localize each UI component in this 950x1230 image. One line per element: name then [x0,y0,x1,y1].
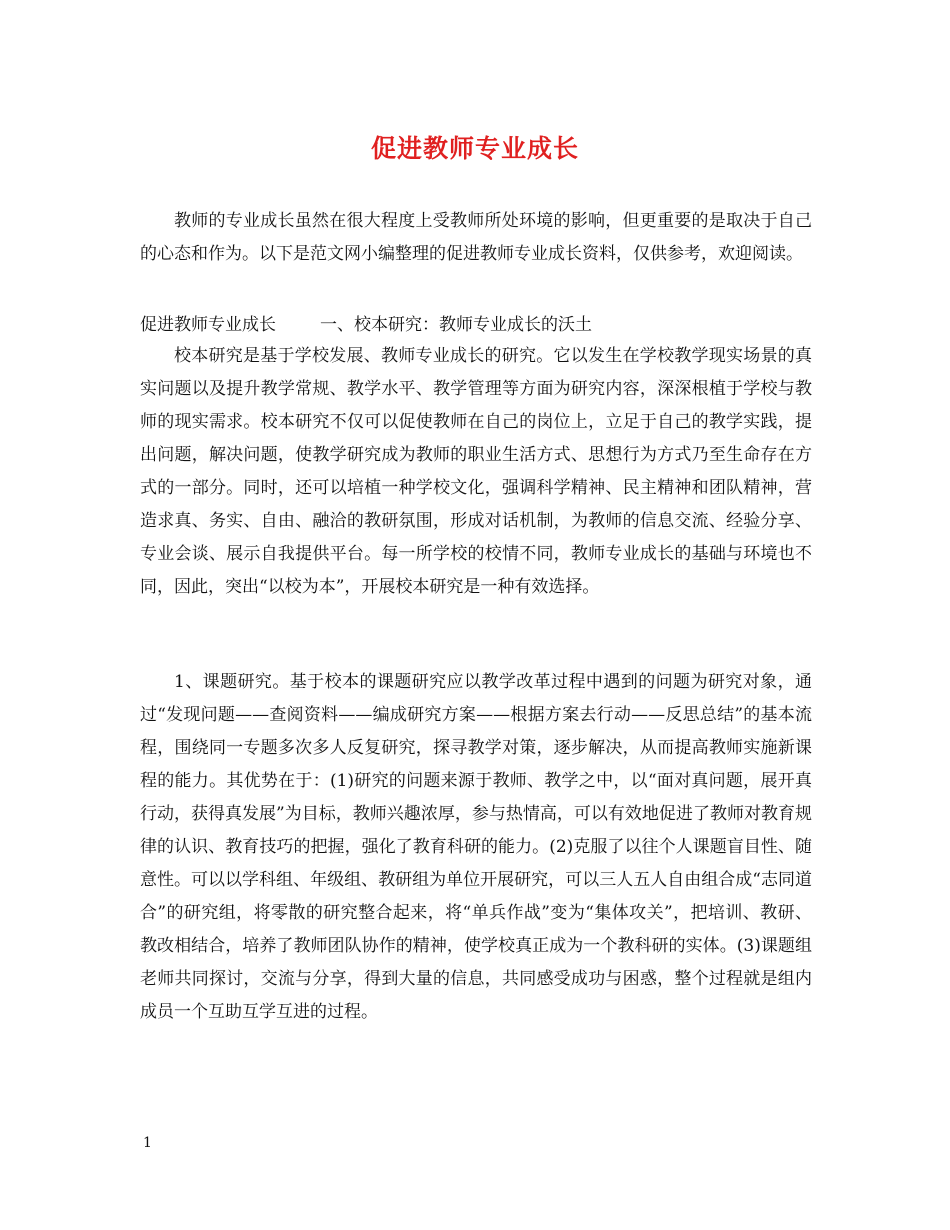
section-heading [140,311,592,339]
body-section-1 [140,340,812,604]
heading-left: 促进教师专业成长 [140,315,276,335]
document-title: 促进教师专业成长 [370,134,579,163]
page-number: 1 [143,1135,152,1151]
intro-paragraph: 教师的专业成长虽然在很大程度上受教师所处环境的影响，但更重要的是取决于自己的心态和作为。以下是范文网小编整理的促进教师专业成长资料，仅供参考，欢迎阅读。 [140,211,812,264]
intro-section [140,205,812,271]
body-paragraph-1: 校本研究是基于学校发展、教师专业成长的研究。它以发生在学校教学现实场景的真实问题以及提升教学常规、教学水平、教学管理等方面为研究内容，深深根植于学校与教师的现实需求。校本研究不仅可以促使教师在自己的岗位上，立足于自己的教学实践，提出问题，解决问题，使教学研究成为教师的职业生活方式、思想行为方式乃至生命存在方式的一部分。同时，还可以培植一种学校文化，强调科学精神、民主精神和团队精神，营造求真、务实、自由、融洽的教研氛围，形成对话机制，为教师的信息交流、经验分享、专业会谈、展示自我提供平台。每一所学校的校情不同，教师专业成长的基础与环境也不同，因此，突出“以校为本”，开展校本研究是一种有效选择。 [140,346,812,597]
body-paragraph-2: 1、课题研究。基于校本的课题研究应以教学改革过程中遇到的问题为研究对象，通过“发现问题——查阅资料——编成研究方案——根据方案去行动——反思总结”的基本流程，围绕同一专题多次多人反复研究，探寻教学对策，逐步解决，从而提高教师实施新课程的能力。其优势在于：(1)研究的问题来源于教师、教学之中，以“面对真问题，展开真行动，获得真发展”为目标，教师兴趣浓厚，参与热情高，可以有效地促进了教师对教育规律的认识、教育技巧的把握，强化了教育科研的能力。(2)克服了以往个人课题盲目性、随意性。可以以学科组、年级组、教研组为单位开展研究，可以三人五人自由组合成“志同道合”的研究组，将零散的研究整合起来，将“单兵作战”变为“集体攻关”，把培训、教研、教改相结合，培养了教师团队协作的精神，使学校真正成为一个教科研的实体。(3)课题组老师共同探讨，交流与分享，得到大量的信息，共同感受成功与困惑，整个过程就是组内成员一个互助互学互进的过程。 [140,672,812,1022]
heading-right: 一、校本研究：教师专业成长的沃土 [320,315,592,335]
body-section-2 [140,666,812,1029]
